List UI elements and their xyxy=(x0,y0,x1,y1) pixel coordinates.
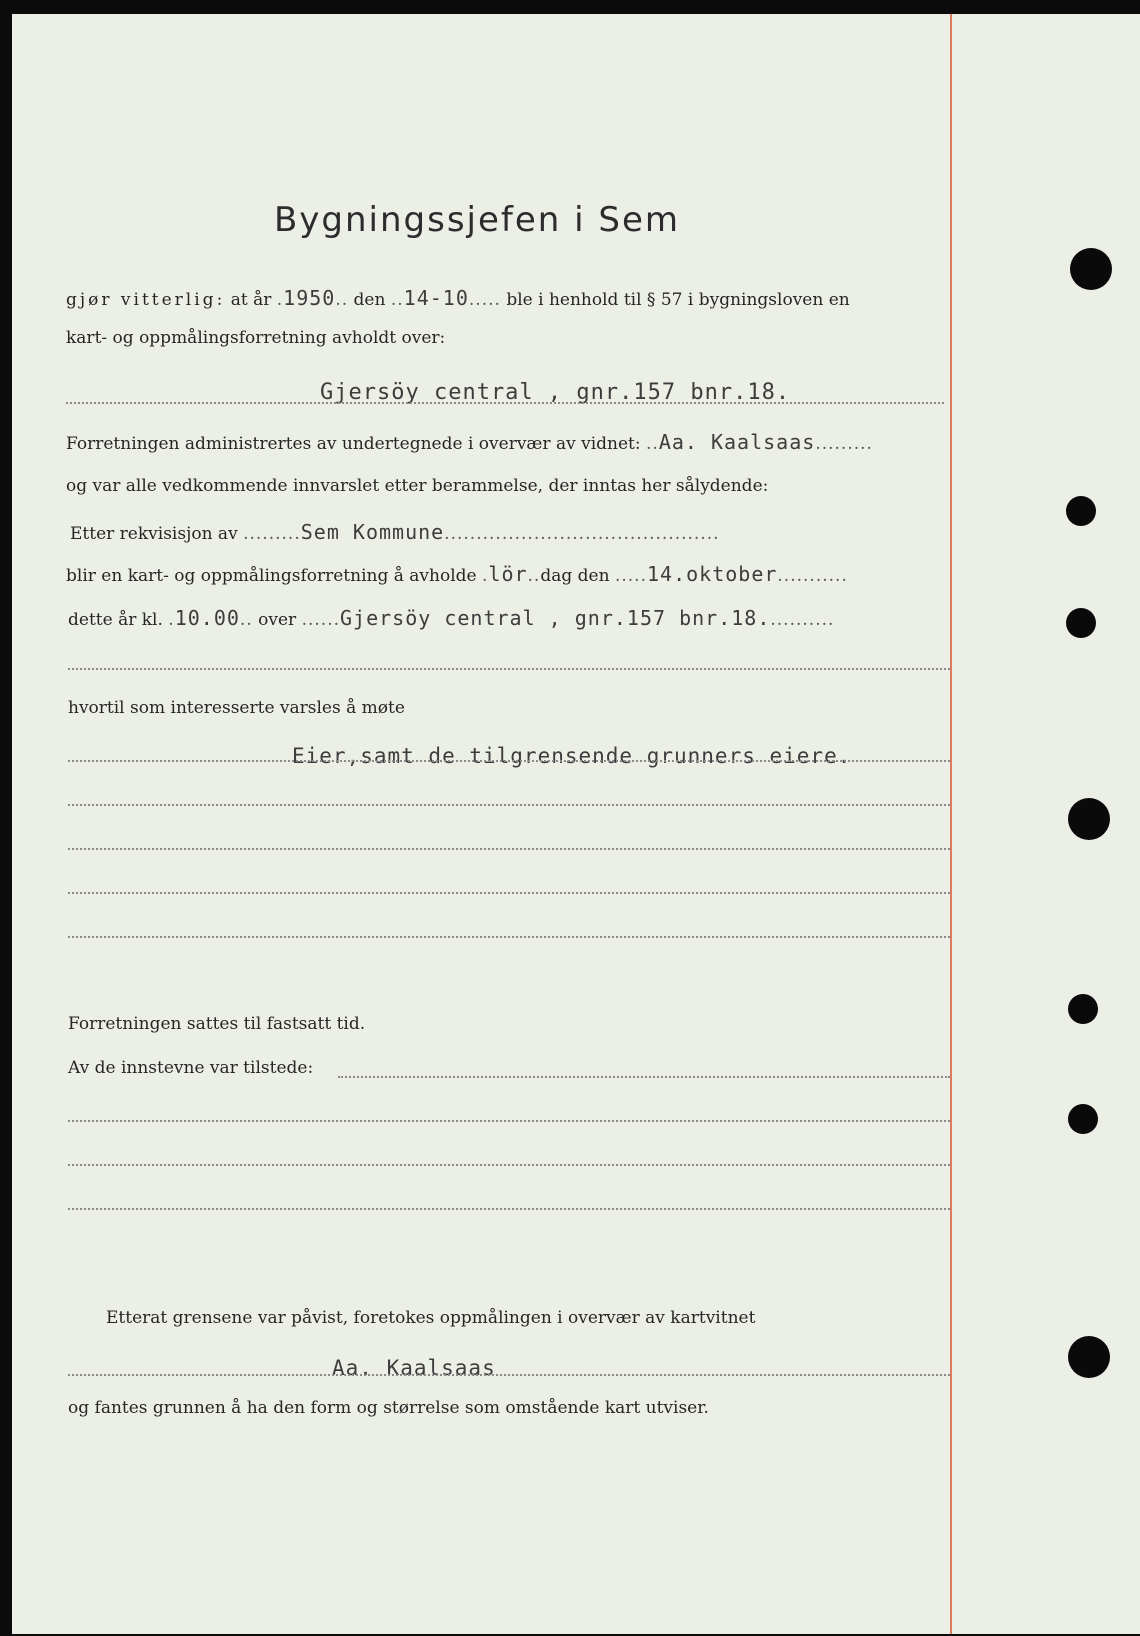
present-label: Av de innstevne var tilstede: xyxy=(68,1058,314,1078)
form-page xyxy=(12,14,1140,1634)
dotted-line xyxy=(68,892,950,894)
punch-hole xyxy=(1068,994,1098,1024)
schedule-line: blir en kart- og oppmålingsforretning å avholde .lör..dag den .....14.oktober........... xyxy=(66,562,848,586)
session-held-text: Forretningen sattes til fastsatt tid. xyxy=(68,1014,366,1034)
summons-value: Eier,samt de tilgrensende grunners eiere. xyxy=(292,744,852,768)
property-value: Gjersöy central , gnr.157 bnr.18. xyxy=(320,380,791,405)
punch-hole xyxy=(1068,1336,1110,1378)
dotted-line xyxy=(68,1164,950,1166)
weekday-value: lör xyxy=(488,562,528,586)
survey-witness-dotted-line xyxy=(68,1374,950,1376)
property-dotted-line xyxy=(66,402,944,404)
punch-hole xyxy=(1066,608,1096,638)
at-aar-label: at år xyxy=(230,290,272,310)
year-value: 1950 xyxy=(283,286,336,310)
survey-closing-text: og fantes grunnen å ha den form og størrelse som omstående kart utviser. xyxy=(68,1398,709,1418)
dotted-line xyxy=(68,804,950,806)
requisition-line: Etter rekvisisjon av .........Sem Kommune........................................... xyxy=(70,520,720,544)
dotted-line xyxy=(68,668,950,670)
summons-label: hvortil som interesserte varsles å møte xyxy=(68,698,405,718)
notice-line: og var alle vedkommende innvarslet etter berammelse, der inntas her sålydende: xyxy=(66,476,769,496)
place-value: Gjersöy central , gnr.157 bnr.18. xyxy=(340,606,771,630)
dotted-line xyxy=(68,1208,950,1210)
punch-hole xyxy=(1070,248,1112,290)
opening-prefix: gjør vitterlig: xyxy=(66,290,226,310)
document-title: Bygningssjefen i Sem xyxy=(273,200,681,240)
witness-line: Forretningen administrertes av undertegnede i overvær av vidnet: ..Aa. Kaalsaas......... xyxy=(66,430,873,454)
schedule-date-value: 14.oktober xyxy=(646,562,778,586)
witness-label: Forretningen administrertes av undertegnede i overvær av vidnet: xyxy=(66,434,641,454)
over-label: over xyxy=(258,610,297,630)
punch-hole xyxy=(1068,798,1110,840)
time-label: dette år kl. xyxy=(68,610,163,630)
dotted-line xyxy=(68,936,950,938)
requisition-label: Etter rekvisisjon av xyxy=(70,524,238,544)
dag-den-label: dag den xyxy=(540,566,610,586)
summons-dotted-line xyxy=(68,760,950,762)
time-value: 10.00 xyxy=(174,606,240,630)
opening-line: gjør vitterlig: at år .1950.. den ..14-10..... ble i henhold til § 57 i bygningsloven en xyxy=(66,286,850,310)
requisition-value: Sem Kommune xyxy=(300,520,445,544)
dotted-line xyxy=(68,848,950,850)
schedule-label: blir en kart- og oppmålingsforretning å avholde xyxy=(66,566,477,586)
punch-hole xyxy=(1068,1104,1098,1134)
survey-witness-value: Aa. Kaalsaas xyxy=(332,1356,496,1380)
present-dotted-line xyxy=(338,1076,950,1078)
date-value: 14-10 xyxy=(403,286,469,310)
survey-text: Etterat grensene var påvist, foretokes oppmålingen i overvær av kartvitnet xyxy=(106,1308,756,1328)
witness-value: Aa. Kaalsaas xyxy=(658,430,816,454)
dotted-line xyxy=(68,1120,950,1122)
opening-line-2: kart- og oppmålingsforretning avholdt over: xyxy=(66,328,446,348)
time-line: dette år kl. .10.00.. over ......Gjersöy central , gnr.157 bnr.18........... xyxy=(68,606,835,630)
punch-hole xyxy=(1066,496,1096,526)
den-label: den xyxy=(353,290,386,310)
margin-rule xyxy=(950,14,952,1634)
opening-rest: ble i henhold til § 57 i bygningsloven en xyxy=(506,290,850,310)
